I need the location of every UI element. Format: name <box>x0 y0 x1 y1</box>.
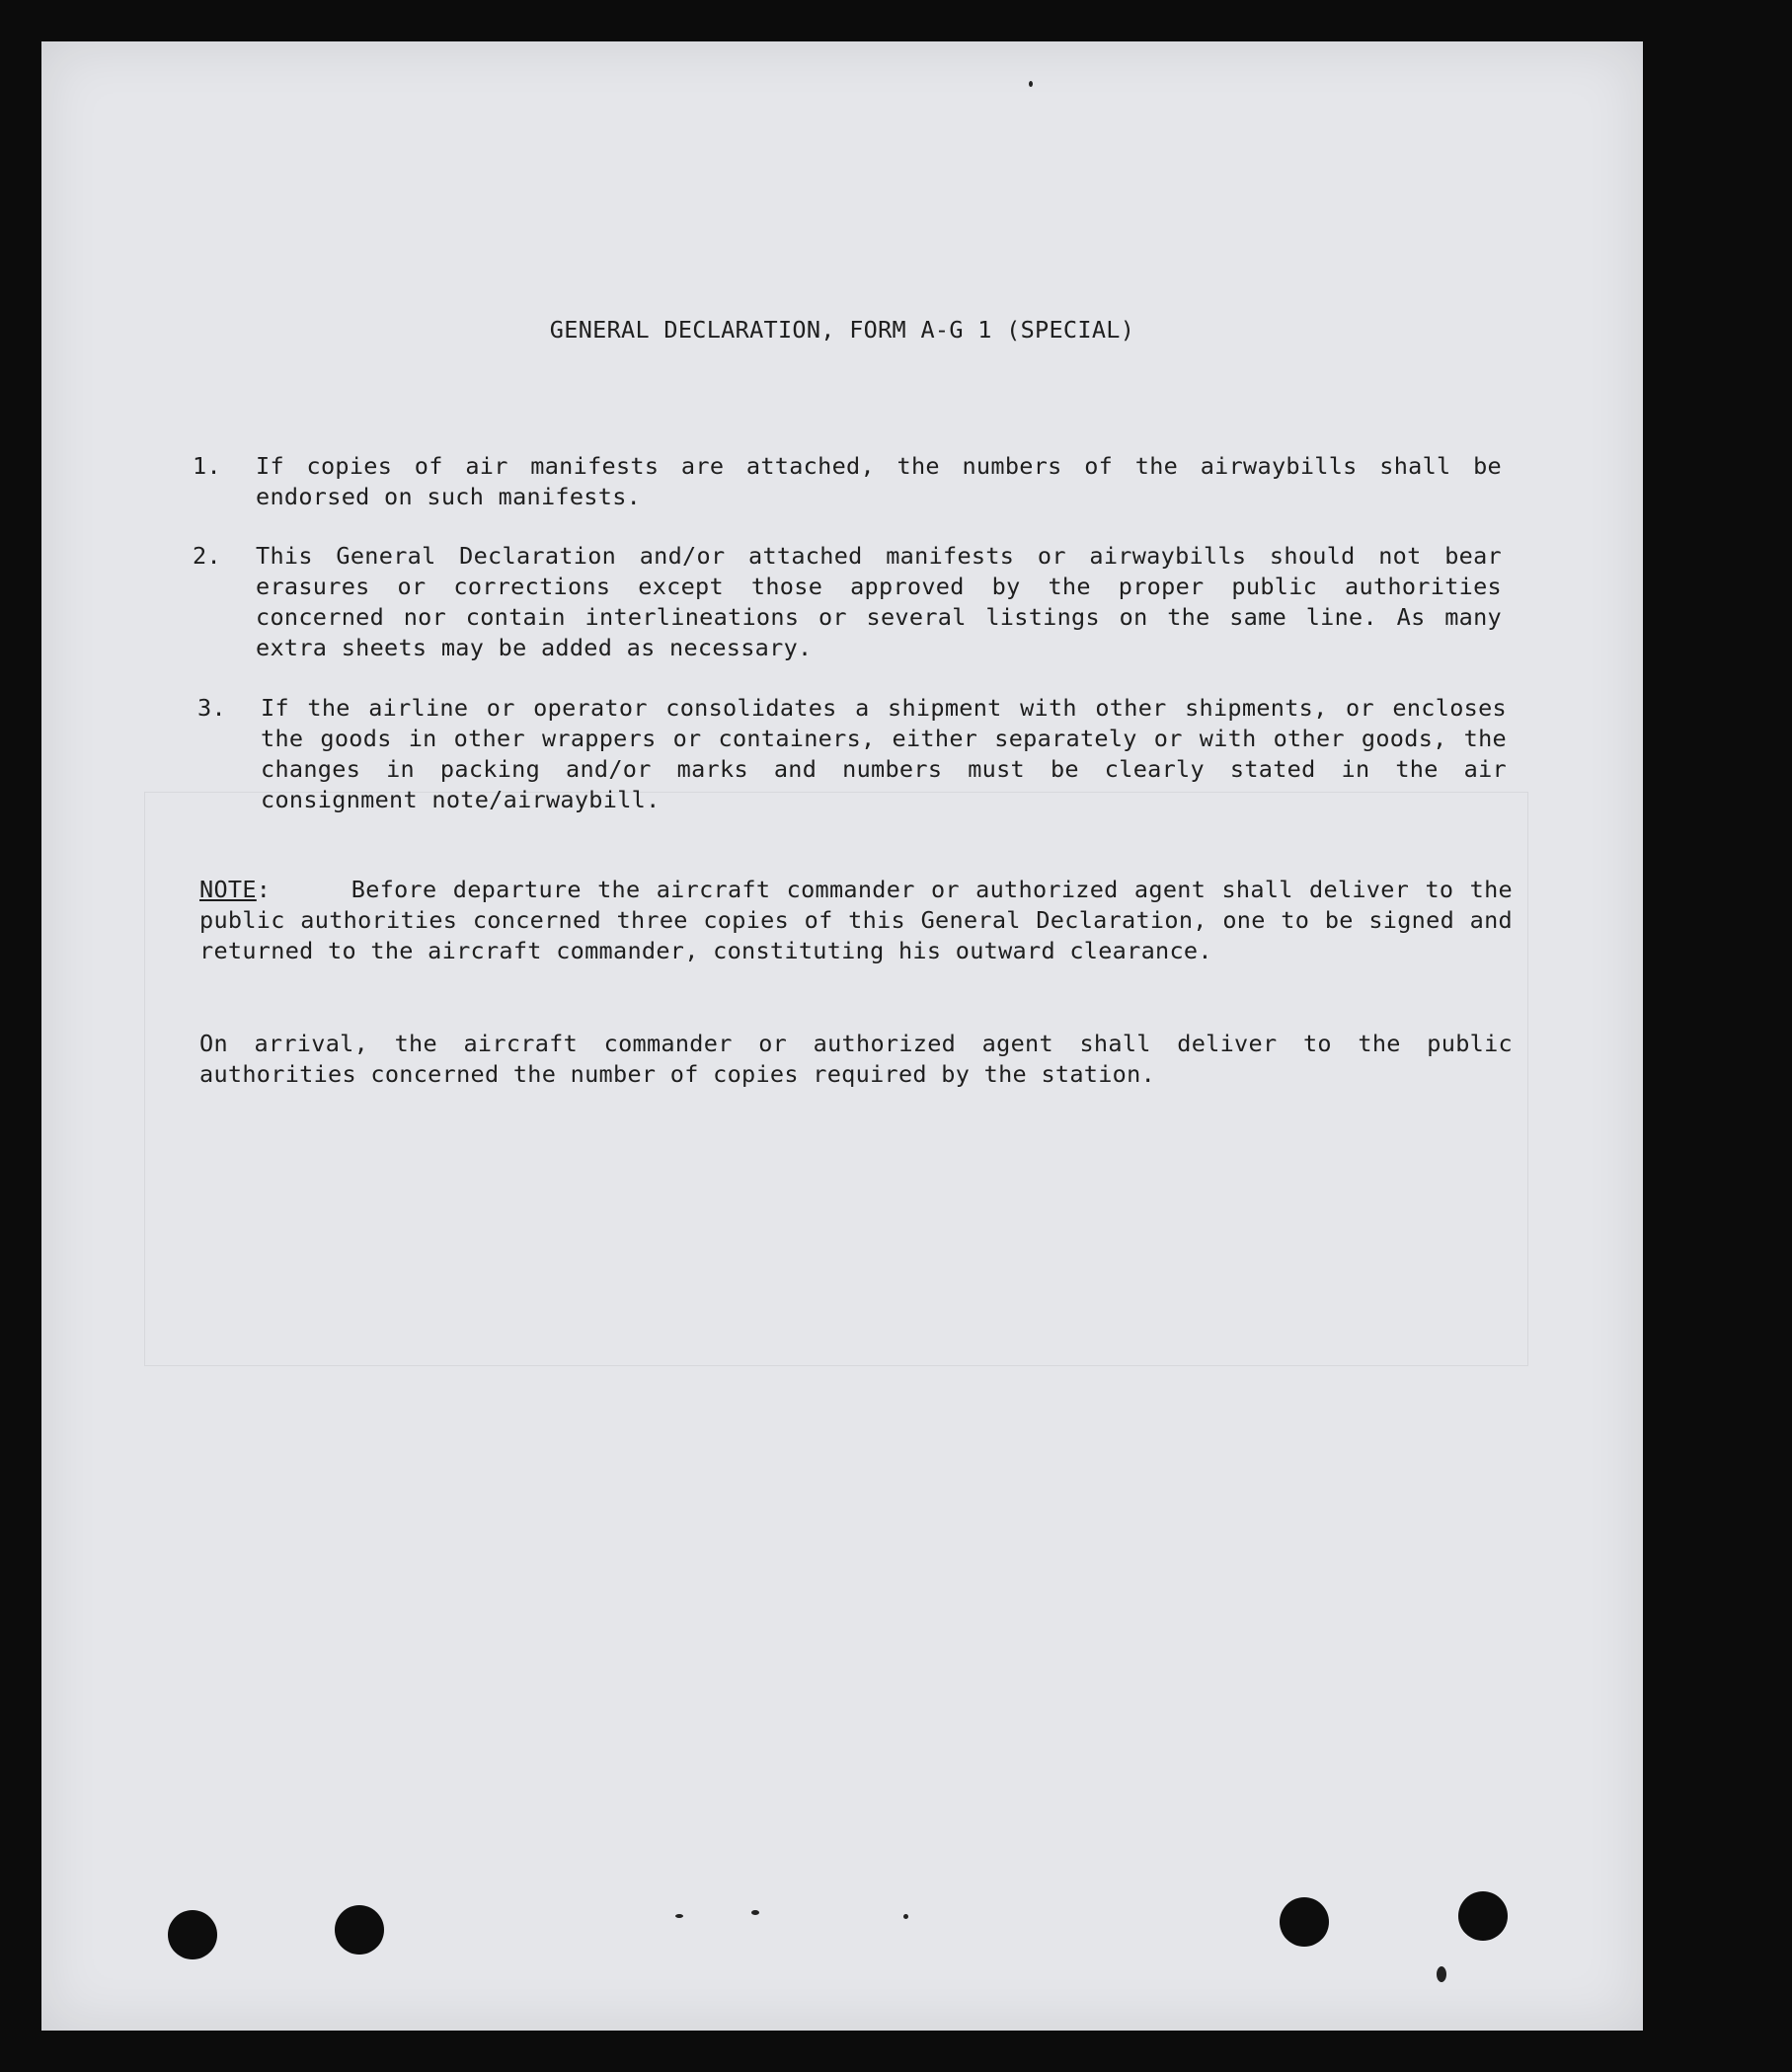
arrival-text: On arrival, the aircraft commander or authorized agent shall deliver to the public authorities concerned the number of copies required by the station. <box>199 1030 1513 1088</box>
item-text: If copies of air manifests are attached, the numbers of the airwaybills shall be endorsed on such manifests. <box>256 452 1502 510</box>
punch-hole <box>1458 1891 1508 1941</box>
punch-hole <box>335 1905 384 1955</box>
ink-speck <box>1029 81 1033 87</box>
document-page <box>41 41 1643 2031</box>
item-text: This General Declaration and/or attached manifests or airwaybills should not bear erasures or corrections except those approved by the proper public authorities concerned nor contain interlineations or several listings on the same line. As many extra sheets may be added as necessary. <box>256 542 1502 661</box>
ink-speck <box>903 1914 908 1919</box>
list-item-3 <box>197 693 1550 815</box>
ink-speck <box>1437 1966 1446 1982</box>
item-number: 2. <box>193 542 221 570</box>
ink-speck <box>675 1914 683 1918</box>
punch-hole <box>1280 1897 1329 1947</box>
note-paragraph <box>199 875 1513 966</box>
list-item-2 <box>193 541 1545 663</box>
item-number: 3. <box>197 694 226 722</box>
document-title: GENERAL DECLARATION, FORM A-G 1 (SPECIAL) <box>549 316 1135 344</box>
arrival-paragraph <box>199 1029 1513 1090</box>
note-text: Before departure the aircraft commander or authorized agent shall deliver to the public authorities concerned three copies of this General Declaration, one to be signed and returned to the aircraft commander, constituting his outward clearance. <box>199 876 1513 964</box>
ink-speck <box>751 1910 759 1915</box>
list-item-1 <box>193 451 1545 512</box>
note-colon: : <box>256 876 272 903</box>
item-number: 1. <box>193 452 221 480</box>
item-text: If the airline or operator consolidates a shipment with other shipments, or encloses the goods in other wrappers or containers, either separately or with other goods, the changes in packing and/or marks and numbers must be clearly stated in the air consignment note/airwaybill. <box>261 694 1507 813</box>
punch-hole <box>168 1910 217 1959</box>
note-heading: NOTE <box>199 876 257 903</box>
